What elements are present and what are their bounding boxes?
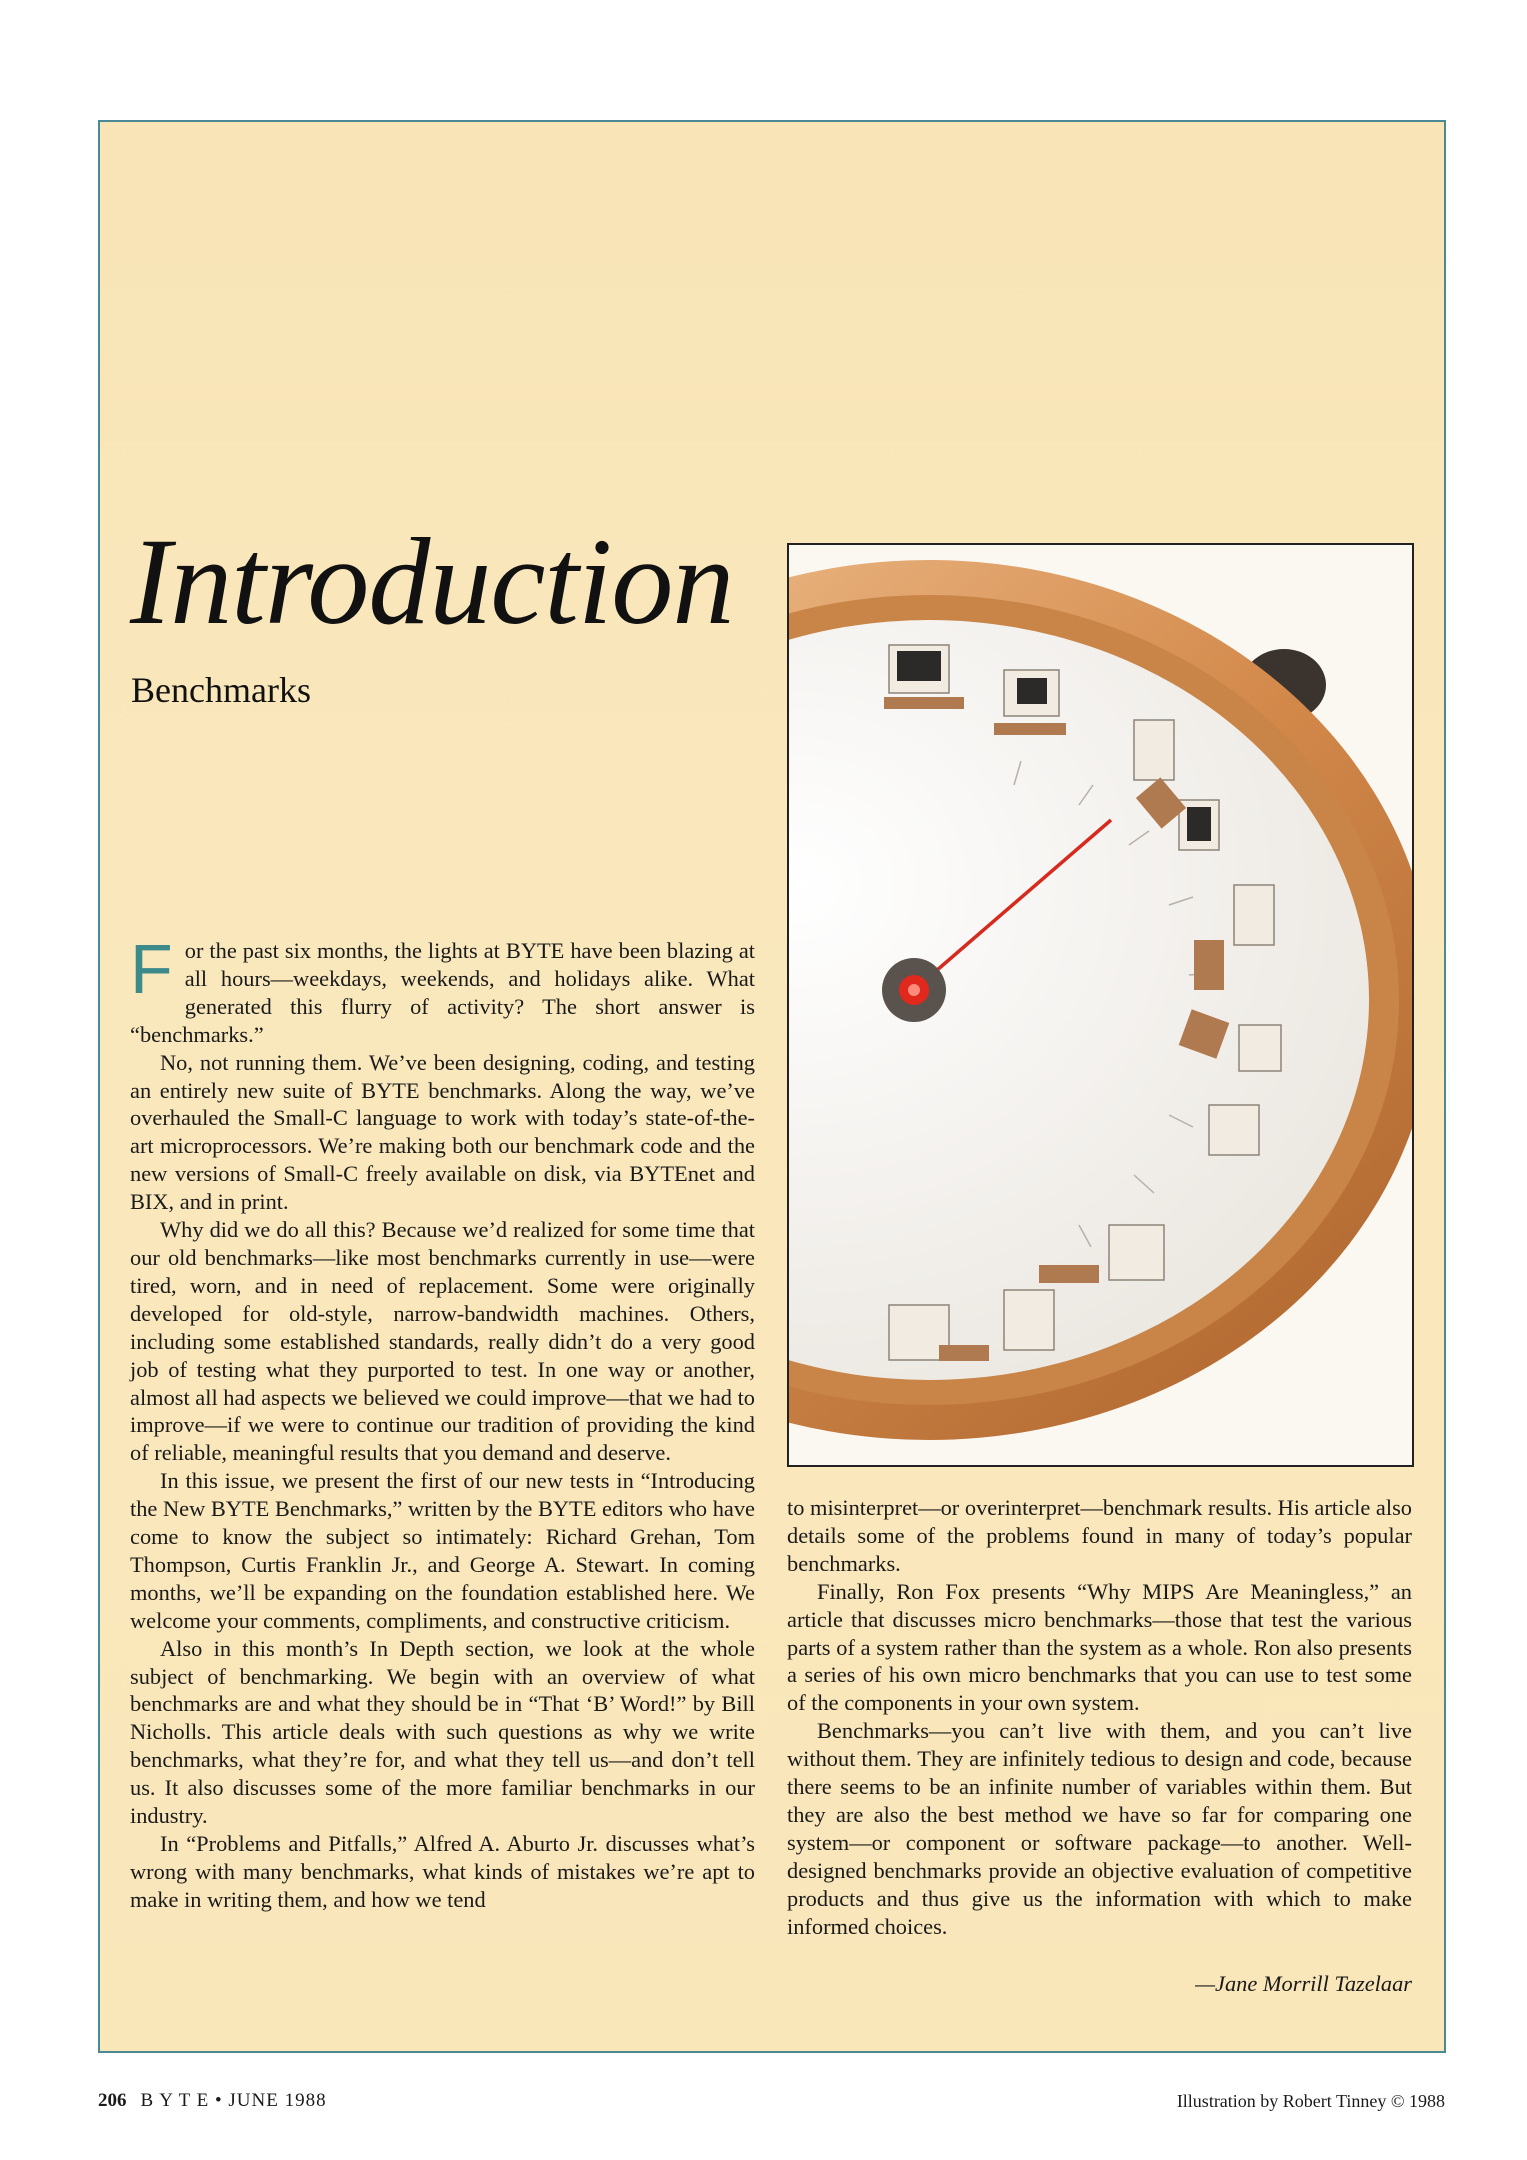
article-column-right [787, 1494, 1412, 1941]
drop-cap: F [130, 930, 173, 1008]
paragraph [130, 930, 755, 1049]
illustration-credit: Illustration by Robert Tinney © 1988 [1176, 2091, 1445, 2111]
paragraph: to misinterpret—or overinterpret—benchmark results. His article also details some of the problems found in many of today’s popular benchmarks. [787, 1495, 1412, 1576]
paragraph: Why did we do all this? Because we’d realized for some time that our old benchmarks—like most benchmarks currently in use—were tired, worn, and in need of replacement. Some were originally developed for old-style, narrow-bandwidth machines. Others, including some established standards, really didn’t do a very good job of testing what they purported to test. In one way or another, almost all had aspects we believed we could improve—that we had to improve—if we were to continue our tradition of providing the kind of reliable, meaningful results that you demand and deserve. [130, 1217, 755, 1466]
article-column-left [130, 930, 755, 1914]
article-title: Introduction [130, 513, 734, 650]
article-subtitle: Benchmarks [131, 670, 311, 710]
paragraph: Finally, Ron Fox presents “Why MIPS Are Meaningless,” an article that discusses micro benchmarks—those that test the various parts of a system rather than the system as a whole. Ron also presents a series of his own micro benchmarks that you can use to test some of the components in your own system. [787, 1578, 1412, 1716]
stopwatch-image [789, 545, 1412, 1465]
page-number: 206 [98, 2090, 127, 2111]
paragraph: In “Problems and Pitfalls,” Alfred A. Aburto Jr. discusses what’s wrong with many benchmarks, what kinds of mistakes we’re apt to make in writing them, and how we tend [130, 1831, 755, 1912]
paragraph: In this issue, we present the first of our new tests in “Introducing the New BYTE Benchmarks,” written by the BYTE editors who have come to know the subject so intimately: Richard Grehan, Tom Thompson, Curtis Franklin Jr., and George A. Stewart. In coming months, we’ll be expanding on the foundation established here. We welcome your comments, compliments, and constructive criticism. [130, 1468, 755, 1633]
paragraph: Benchmarks—you can’t live with them, and you can’t live without them. They are infinitely tedious to design and code, because there seems to be an infinite number of variables within them. But they are also the best method we have so far for comparing one system—or component or software package—to another. Well-designed benchmarks provide an objective evaluation of competitive products and thus give us the information with which to make informed choices. [787, 1718, 1412, 1939]
page-footer [98, 2090, 327, 2112]
paragraph: No, not running them. We’ve been designing, coding, and testing an entirely new suite of BYTE benchmarks. Along the way, we’ve overhauled the Small-C language to work with today’s state-of-the-art microprocessors. We’re making both our benchmark code and the new versions of Small-C freely available on disk, via BYTEnet and BIX, and in print. [130, 1049, 755, 1215]
paragraph: Also in this month’s In Depth section, we look at the whole subject of benchmarking. We begin with an overview of what benchmarks are and what they should be in “That ‘B’ Word!” by Bill Nicholls. This article deals with such questions as why we write benchmarks, what they’re for, and what they tell us—and don’t tell us. It also discusses some of the more familiar benchmarks in our industry. [130, 1635, 755, 1829]
stopwatch-illustration [787, 543, 1414, 1467]
paragraph-text: or the past six months, the lights at BYTE have been blazing at all hours—weekdays, weekends, and holidays alike. What generated this flurry of activity? The short answer is “benchmarks.” [130, 938, 755, 1047]
author-signature: —Jane Morrill Tazelaar [1195, 1971, 1412, 1996]
publication-line: B Y T E • JUNE 1988 [140, 2090, 327, 2111]
